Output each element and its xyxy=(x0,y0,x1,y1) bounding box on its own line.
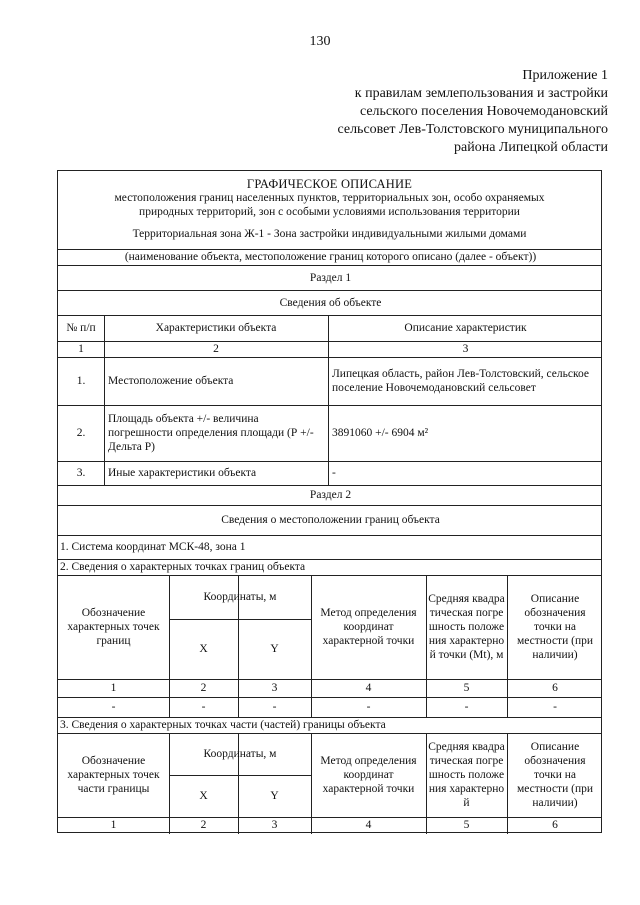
col-index: 1 xyxy=(110,819,117,831)
form-subtitle: природных территорий, зон с особыми условиями использования территории xyxy=(139,206,520,218)
table-cell: - xyxy=(464,701,469,713)
col-index: 5 xyxy=(463,819,470,831)
zone-name: Территориальная зона Ж-1 - Зона застройки индивидуальными жилыми домами xyxy=(132,228,527,240)
part-point-label-header: Обозначение характерных точек части границы xyxy=(67,755,160,795)
x-header: X xyxy=(199,643,208,655)
page-number: 130 xyxy=(309,34,331,49)
row-description: - xyxy=(332,467,336,479)
appendix-line: сельского поселения Новочемодановский xyxy=(359,104,608,119)
row-characteristic: Площадь объекта +/- величина погрешности определения площади (Р +/- Дельта Р) xyxy=(108,413,314,453)
col-index: 2 xyxy=(213,343,219,355)
coordinate-system: 1. Система координат МСК-48, зона 1 xyxy=(60,541,246,553)
col-index: 1 xyxy=(110,682,117,694)
col-desc-header: Описание характеристик xyxy=(404,322,527,334)
form-title-block xyxy=(58,177,601,241)
col-index: 4 xyxy=(365,819,372,831)
description-header: Описание обозначения точки на местности (при наличии) xyxy=(516,593,594,661)
section1-label: Раздел 1 xyxy=(309,271,352,284)
method-header: Метод определения координат характерной точки xyxy=(320,607,417,647)
form-title: ГРАФИЧЕСКОЕ ОПИСАНИЕ xyxy=(246,177,413,191)
section2-title: Сведения о местоположении границ объекта xyxy=(221,514,440,526)
row-description: Липецкая область, район Лев-Толстовский, сельское поселение Новочемодановский сельсовет xyxy=(332,368,589,394)
part-points-title: 3. Сведения о характерных точках части (частей) границы объекта xyxy=(60,719,386,731)
form-subtitle: местоположения границ населенных пунктов, территориальных зон, особо охраняемых xyxy=(114,192,545,204)
y-header: Y xyxy=(270,790,279,802)
x-header: X xyxy=(199,790,208,802)
section2-label: Раздел 2 xyxy=(309,489,352,501)
point-label-header: Обозначение характерных точек границ xyxy=(67,607,160,647)
col-index: 3 xyxy=(271,682,278,694)
table-cell: - xyxy=(366,701,371,713)
row-number: 3. xyxy=(76,467,86,479)
col-char-header: Характеристики объекта xyxy=(155,322,277,334)
appendix-header xyxy=(337,67,608,157)
row-number: 1. xyxy=(76,375,86,387)
appendix-line: сельсовет Лев-Толстовского муниципального xyxy=(337,122,608,137)
appendix-line: Приложение 1 xyxy=(522,68,608,83)
col-index: 6 xyxy=(552,682,558,694)
table-cell: - xyxy=(553,701,557,713)
col-index: 2 xyxy=(200,819,207,831)
points-section-title: 2. Сведения о характерных точках границ объекта xyxy=(60,561,306,573)
col-index: 5 xyxy=(463,682,470,694)
y-header: Y xyxy=(270,643,279,655)
object-note: (наименование объекта, местоположение границ которого описано (далее - объект)) xyxy=(124,251,537,263)
table-cell: - xyxy=(201,701,206,713)
table-cell: - xyxy=(272,701,277,713)
description-form xyxy=(57,170,602,833)
row-characteristic: Местоположение объекта xyxy=(108,375,234,387)
coords-header: Координаты, м xyxy=(203,748,277,760)
col-index: 3 xyxy=(462,343,469,355)
col-index: 3 xyxy=(271,819,278,831)
appendix-line: района Липецкой области xyxy=(454,140,608,155)
description-header: Описание обозначения точки на местности (при наличии) xyxy=(516,741,594,809)
section1-title: Сведения об объекте xyxy=(279,296,382,309)
row-characteristic: Иные характеристики объекта xyxy=(108,467,257,479)
method-header: Метод определения координат характерной точки xyxy=(320,755,417,795)
row-number: 2. xyxy=(76,427,86,439)
row-description: 3891060 +/- 6904 м² xyxy=(332,427,429,439)
appendix-line: к правилам землепользования и застройки xyxy=(354,86,608,101)
col-index: 6 xyxy=(552,819,558,831)
table-cell: - xyxy=(111,701,116,713)
col-index: 4 xyxy=(365,682,372,694)
col-num-header: № п/п xyxy=(66,322,96,334)
error-header: Средняя квадратическая погрешность положения характерной точки (Mt), м xyxy=(428,593,505,661)
col-index: 1 xyxy=(78,343,84,355)
error-header: Средняя квадратическая погрешность положения характерной xyxy=(428,741,505,809)
coords-header: Координаты, м xyxy=(203,591,277,603)
col-index: 2 xyxy=(200,682,207,694)
